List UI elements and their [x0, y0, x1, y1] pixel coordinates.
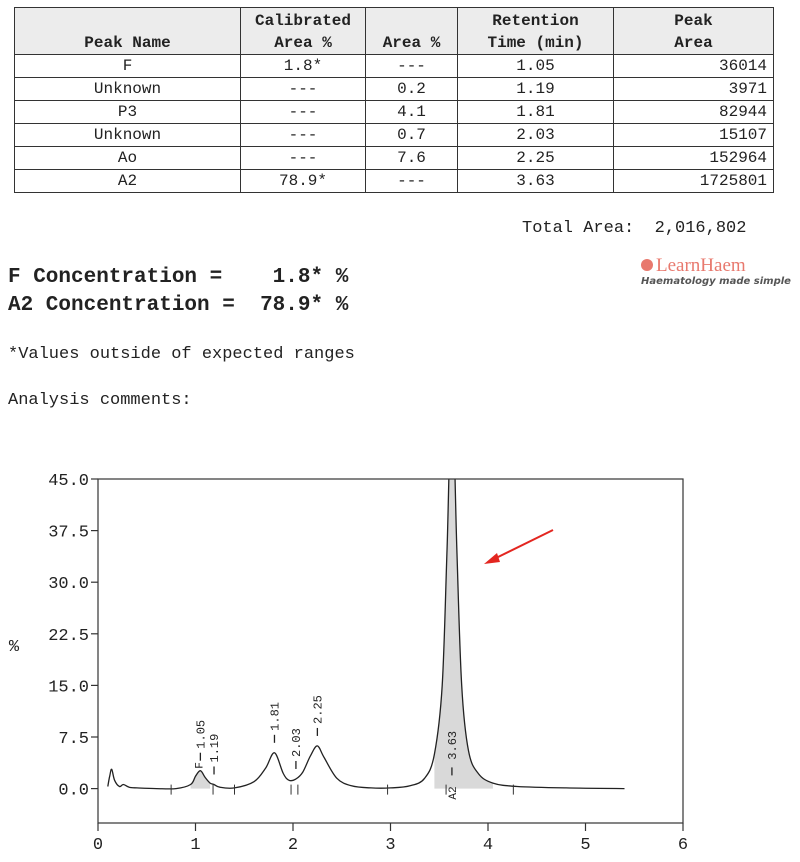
table-row [15, 101, 774, 124]
peak-time-label: 3.63 [445, 730, 460, 760]
plot-frame [98, 479, 683, 823]
x-tick-label: 4 [482, 836, 494, 855]
col-header-peak-name [15, 8, 241, 55]
col-header-retention-time [458, 8, 614, 55]
annotation-arrow-head [484, 553, 500, 564]
cell-calibrated-area: 78.9* [241, 170, 366, 193]
cell-peak-area: 82944 [614, 101, 774, 124]
f-concentration-unit: % [335, 266, 349, 289]
cell-calibrated-area: --- [241, 101, 366, 124]
table-row [15, 55, 774, 78]
cell-peak-area: 36014 [614, 55, 774, 78]
y-tick-label: 37.5 [48, 523, 89, 543]
col-header-peak-area [614, 8, 774, 55]
cell-calibrated-area: --- [241, 124, 366, 147]
f-concentration [8, 266, 348, 289]
cell-calibrated-area: 1.8* [241, 55, 366, 78]
y-tick-label: 22.5 [48, 626, 89, 646]
col-header-calibrated-l1: Calibrated [254, 12, 351, 30]
y-tick-label: 45.0 [48, 472, 89, 491]
cell-peak-name: Unknown [15, 124, 241, 147]
a2-concentration-label: A2 Concentration = [8, 294, 235, 317]
col-header-peak-name-text: Peak Name [84, 34, 171, 52]
x-tick-label: 1 [190, 836, 201, 855]
cell-peak-area: 152964 [614, 147, 774, 170]
x-tick-label: 0 [92, 836, 104, 855]
analysis-comments-label: Analysis comments: [8, 391, 192, 410]
peak-time-label: 2.25 [311, 695, 326, 724]
cell-peak-area: 3971 [614, 78, 774, 101]
cell-peak-name: Ao [15, 147, 241, 170]
f-concentration-label: F Concentration = [8, 266, 223, 289]
cell-peak-name: P3 [15, 101, 241, 124]
cell-retention-time: 2.03 [458, 124, 614, 147]
a2-concentration-value: 78.9* [260, 294, 324, 317]
cell-area-pct: 7.6 [366, 147, 458, 170]
cell-peak-name: A2 [15, 170, 241, 193]
chromatogram-chart [0, 455, 800, 862]
peak-time-label: 1.05 [194, 719, 209, 749]
cell-retention-time: 1.19 [458, 78, 614, 101]
cell-peak-area: 15107 [614, 124, 774, 147]
col-header-retention-l2: Time (min) [487, 34, 584, 52]
y-tick-label: 30.0 [48, 575, 89, 595]
cell-area-pct: 0.2 [366, 78, 458, 101]
y-axis-label: % [8, 638, 20, 657]
total-area [522, 219, 746, 238]
x-tick-label: 6 [677, 836, 689, 855]
shaded-peak [434, 455, 493, 789]
col-header-peak-area-l2: Area [674, 34, 713, 52]
chromatogram-trace [108, 455, 625, 789]
footnote: *Values outside of expected ranges [8, 345, 355, 364]
cell-peak-area: 1725801 [614, 170, 774, 193]
x-tick-label: 3 [385, 836, 396, 855]
peak-time-label: 2.03 [289, 728, 304, 757]
table-row [15, 78, 774, 101]
annotation-arrow [484, 530, 553, 564]
col-header-peak-area-l1: Peak [674, 12, 713, 30]
cell-calibrated-area: --- [241, 147, 366, 170]
col-header-area-pct [366, 8, 458, 55]
cell-retention-time: 2.25 [458, 147, 614, 170]
peak-time-label: 1.81 [268, 702, 283, 731]
col-header-retention-l1: Retention [492, 12, 579, 30]
table-row [15, 170, 774, 193]
logo-name [641, 256, 781, 276]
logo-dot-icon [641, 259, 653, 271]
table-row [15, 147, 774, 170]
trace-layer [108, 455, 625, 789]
cell-peak-name: F [15, 55, 241, 78]
learnhaem-logo [641, 255, 791, 287]
cell-area-pct: --- [366, 55, 458, 78]
peak-time-label: 1.19 [208, 733, 223, 763]
axes [9, 472, 688, 855]
y-tick-label: 15.0 [48, 678, 89, 698]
col-header-calibrated-area [241, 8, 366, 55]
peak-labels [194, 695, 460, 799]
col-header-area-pct-text: Area % [382, 34, 441, 52]
cell-area-pct: 4.1 [366, 101, 458, 124]
a2-concentration [8, 294, 348, 317]
table-row [15, 124, 774, 147]
table-header-row [15, 8, 774, 55]
x-tick-label: 2 [287, 836, 299, 855]
peak-name-label: F [194, 762, 207, 769]
cell-calibrated-area: --- [241, 78, 366, 101]
peak-name-label: A2 [447, 786, 460, 800]
logo-tagline: Haematology made simple [641, 276, 791, 287]
total-area-value: 2,016,802 [654, 219, 747, 238]
cell-peak-name: Unknown [15, 78, 241, 101]
cell-retention-time: 1.05 [458, 55, 614, 78]
cell-retention-time: 1.81 [458, 101, 614, 124]
col-header-calibrated-l2: Area % [274, 34, 332, 52]
y-tick-label: 0.0 [58, 781, 89, 801]
peak-table [14, 7, 774, 193]
cell-area-pct: --- [366, 170, 458, 193]
x-tick-label: 5 [580, 836, 591, 855]
annotation-arrow-shaft [494, 530, 553, 559]
cell-retention-time: 3.63 [458, 170, 614, 193]
y-tick-label: 7.5 [58, 730, 89, 749]
total-area-label: Total Area: [522, 219, 635, 238]
logo-name-text: LearnHaem [656, 255, 746, 276]
cell-area-pct: 0.7 [366, 124, 458, 147]
f-concentration-value: 1.8* [272, 266, 324, 289]
a2-concentration-unit: % [335, 294, 349, 317]
